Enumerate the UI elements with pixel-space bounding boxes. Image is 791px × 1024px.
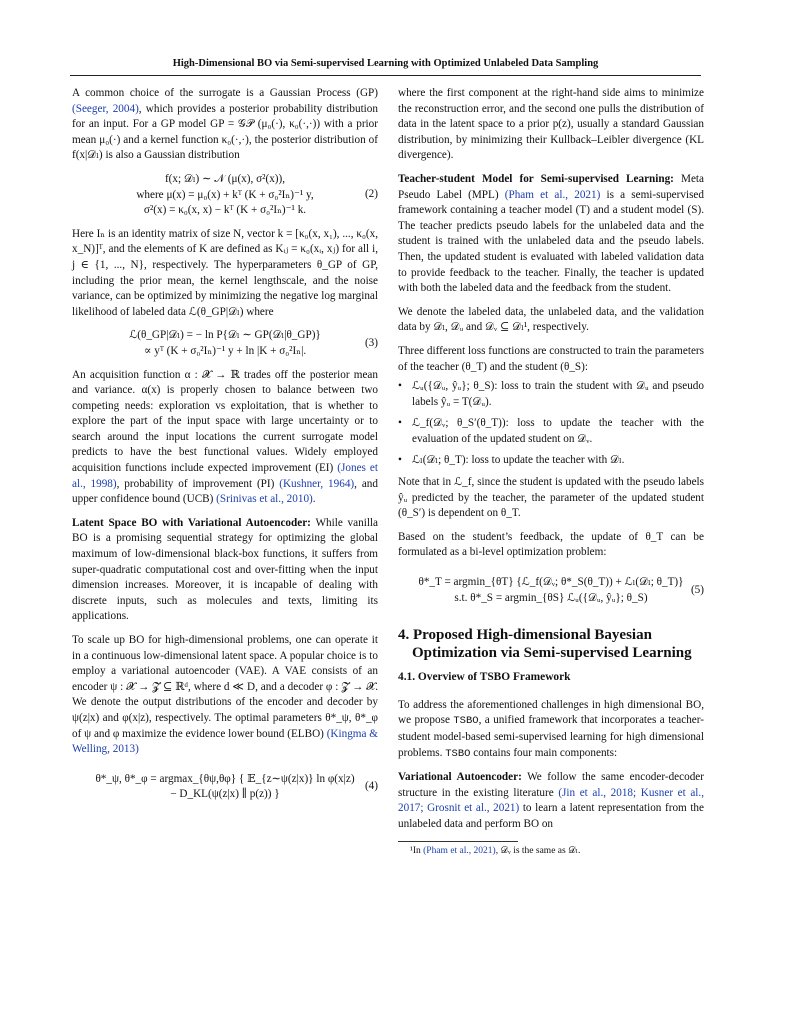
equation-number: (2) — [364, 188, 378, 201]
equation-5: θ*_T = argmin_{θT} {ℒ_f(𝒟ᵥ; θ*_S(θ_T)) + ℒₗ(𝒟ₗ; θ_T)} s.t. θ*_S = argmin_{θS} ℒᵤ({𝒟ᵤ, ŷᵤ}; θ_S) (5) — [418, 576, 704, 604]
list-item: • ℒₗ(𝒟ₗ; θ_T): loss to update the teacher with 𝒟ₗ. — [398, 453, 704, 469]
gp-paragraph: A common choice of the surrogate is a Gaussian Process (GP) (Seeger, 2004), which provides a posterior probability distribution for an input. For a GP model GP = 𝒢𝒫 (μ₀(·), κ₀(·,·)) with a prior mean μ₀(·) and a kernel function κ₀(·,·), the posterior distribution of f(x|𝒟ₗ) is also a Gaussian distribution — [72, 87, 378, 162]
loss-intro-paragraph: Three different loss functions are constructed to train the parameters of the teacher (θ_T) and the student (θ_S): — [398, 344, 704, 373]
kernel-paragraph: Here Iₙ is an identity matrix of size N, vector k = [κ₀(x, x₁), ..., κ₀(x, x_N)]ᵀ, and the elements of K are defined as Kᵢⱼ = κ₀(xᵢ, xⱼ) for all i, j ∈ {1, ..., N}, respectively. The hyperparameters θ_GP of GP, including the prior mean, the kernel lengthscale, and the noise variance, can be optimized by minimizing the negative log marginal likelihood of labeled data ℒ(θ_GP|𝒟ₗ) where — [72, 227, 378, 318]
latent-bo-paragraph: Latent Space BO with Variational Autoencoder: While vanilla BO is a promising sequential strategy for optimizing the global maximum of low-dimensional black-box functions, it suffers from super-quadratic computational cost and over-fitting when the input dimension increases. Moreover, it is incapable of dealing with discrete inputs, such as molecules and texts, limiting its applications. — [72, 516, 378, 623]
list-item: • ℒᵤ({𝒟ᵤ, ŷᵤ}; θ_S): loss to train the student with 𝒟ᵤ and pseudo labels ŷᵤ = T(𝒟ᵤ). — [398, 379, 704, 410]
right-column — [398, 86, 704, 857]
citation-link[interactable]: (Seeger, 2004) — [72, 102, 139, 115]
vae-paragraph: To scale up BO for high-dimensional problems, one can operate it in a continuous low-dimensional latent space. A popular choice is to employ a variational autoencoder (VAE). A VAE consists of an encoder ψ : 𝓧 → 𝓩 ⊆ ℝᵈ, where d ≪ D, and a decoder φ : 𝓩 → 𝓧. We denote the output distributions of the encoder and decoder by ψ(z|x) and φ(x|z), respectively. The optimal parameters θ*_ψ, θ*_φ of ψ and φ maximize the evidence lower bound (ELBO) (Kingma & Welling, 2013) — [72, 634, 378, 756]
equation-number: (5) — [690, 583, 704, 596]
overview-paragraph: To address the aforementioned challenges in high dimensional BO, we propose TSBO, a unified framework that incorporates a teacher-student model-based semi-supervised learning for high dimensional problems. TSBO contains four main components: — [398, 698, 704, 760]
teacher-student-paragraph: Teacher-student Model for Semi-supervised Learning: Meta Pseudo Label (MPL) (Pham et al., 2021) is a semi-supervised framework containing a teacher model (T) and a student model (S). The teacher predicts pseudo labels for the unlabeled data and the student is trained with the unlabeled data and the pseudo labels. Then, the updated student is evaluated with labeled validation data to provide feedback to the teacher. Finally, the teacher is updated with both the labeled data and the feedback from the student. — [398, 172, 704, 295]
method-name: TSBO — [453, 715, 479, 728]
equation-3: ℒ(θ_GP|𝒟ₗ) = − ln P{𝒟ₗ ∼ GP(𝒟ₗ|θ_GP)} ∝ yᵀ (K + σ₀²Iₙ)⁻¹ y + ln |K + σ₀²Iₙ|. (3) — [129, 329, 378, 357]
citation-link[interactable]: (Jin et al., 2018; — [558, 786, 637, 799]
running-header: High-Dimensional BO via Semi-supervised Learning with Optimized Unlabeled Data Sampling — [172, 58, 599, 69]
paragraph-heading: Latent Space BO with Variational Autoencoder: — [72, 516, 311, 529]
pseudo-label-note: Note that in ℒ_f, since the student is updated with the pseudo labels ŷᵤ predicted by the teacher, the parameter of the updated student (θ_S′) is dependent on θ_T. — [398, 476, 704, 520]
left-column — [72, 86, 378, 811]
data-notation-paragraph: We denote the labeled data, the unlabeled data, and the validation data by 𝒟ₗ, 𝒟ᵤ and 𝒟ᵥ ⊆ 𝒟ₗ¹, respectively. — [398, 305, 704, 334]
equation-number: (3) — [364, 337, 378, 350]
subsection-heading: 4.1. Overview of TSBO Framework — [398, 671, 571, 684]
citation-link[interactable]: (Pham et al., 2021) — [504, 188, 601, 201]
citation-link[interactable]: Kusner et al., 2017; Grosnit et al., 2021) — [398, 786, 705, 815]
footnote-rule — [398, 841, 518, 842]
list-item: • ℒ_f(𝒟ᵥ; θ_S′(θ_T)): loss to update the teacher with the evaluation of the updated student on 𝒟ᵥ. — [398, 416, 704, 447]
footnote: ¹In (Pham et al., 2021), 𝒟ᵥ is the same as 𝒟ₗ. — [410, 845, 581, 856]
citation-link[interactable]: (Kushner, 1964) — [279, 477, 355, 490]
section-heading: 4. Proposed High-dimensional Bayesian Optimization via Semi-supervised Learning — [398, 627, 692, 662]
paragraph-heading: Variational Autoencoder: — [398, 771, 522, 784]
acquisition-paragraph: An acquisition function α : 𝓧 → ℝ trades off the posterior mean and variance. α(x) is properly chosen to balance between two competing needs: exploration vs exploitation, that is whether to explore the part of the input space with large uncertainty or to search around the input locations the current surrogate model predicts to have the best functional values. Widely employed acquisition functions include expected improvement (EI) (Jones et al., 1998), probability of improvement (PI) (Kushner, 1964), and upper confidence bound (UCB) (Srinivas et al., 2010). — [72, 368, 378, 506]
elbo-paragraph: where the first component at the right-hand side aims to minimize the reconstruction error, and the second one pulls the distribution of data in the latent space to a prior p(z), usually a standard Gaussian distribution, by minimizing their Kullback–Leibler divergence (KL divergence). — [398, 87, 704, 162]
paragraph-heading: Teacher-student Model for Semi-supervised Learning: — [398, 172, 674, 185]
header-rule — [70, 75, 701, 76]
citation-link[interactable]: (Kingma & Welling, 2013) — [72, 727, 378, 756]
equation-number: (4) — [364, 780, 378, 793]
equation-2: f(x; 𝒟ₗ) ∼ 𝒩 (μ(x), σ²(x)), where μ(x) = μ₀(x) + kᵀ (K + σ₀²Iₙ)⁻¹ y, σ²(x) = κ₀(x, x) − kᵀ (K + σ₀²Iₙ)⁻¹ k. (2) — [136, 172, 378, 217]
citation-link[interactable]: (Pham et al., 2021) — [423, 845, 496, 856]
method-name: TSBO — [445, 747, 471, 760]
vae-component-paragraph: Variational Autoencoder: We follow the same encoder-decoder structure in the existing literature (Jin et al., 2018; Kusner et al., 2017; Grosnit et al., 2021) to learn a latent representation from the unlabeled data and perform BO on — [398, 771, 705, 830]
bilevel-intro: Based on the student’s feedback, the update of θ_T can be formulated as a bi-level optimization problem: — [398, 530, 704, 559]
equation-4: θ*_ψ, θ*_φ = argmax_{θψ,θφ} { 𝔼_{z∼ψ(z|x)} ln φ(x|z) − D_KL(ψ(z|x) ∥ p(z)) } (4) — [95, 772, 378, 801]
citation-link[interactable]: (Srinivas et al., 2010) — [216, 493, 313, 506]
citation-link[interactable]: (Jones et al., 1998) — [72, 462, 378, 490]
